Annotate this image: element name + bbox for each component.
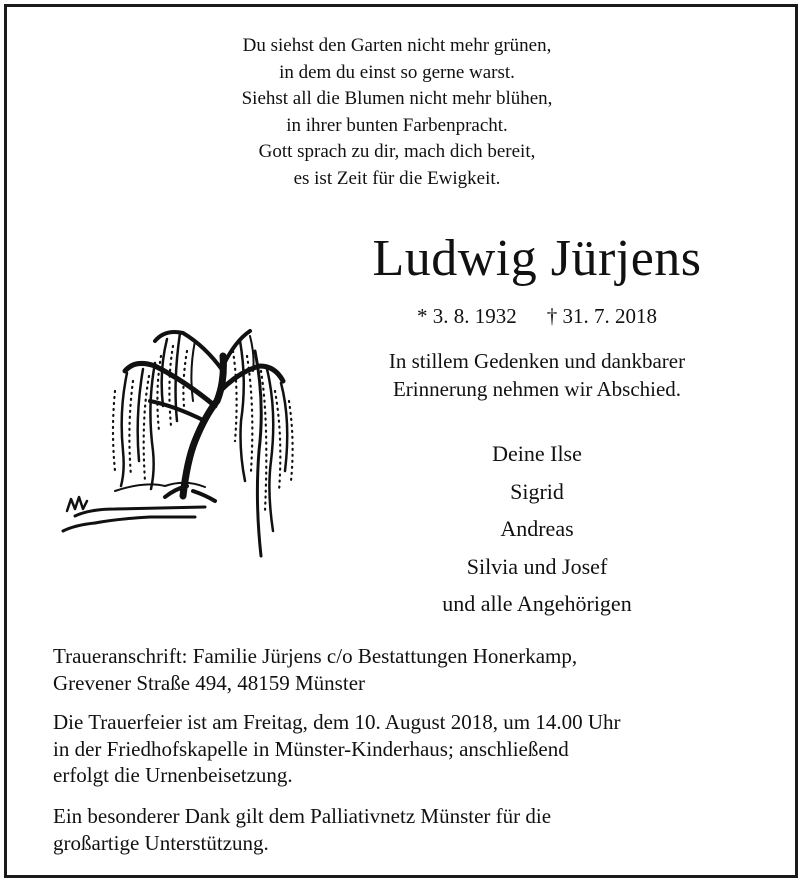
thanks-line: großartige Unterstützung. <box>53 830 269 855</box>
weeping-willow-illustration <box>55 311 305 573</box>
thanks-note <box>53 803 765 856</box>
family-member: Sigrid <box>510 478 564 504</box>
service-line: Die Trauerfeier ist am Freitag, dem 10. August 2018, um 14.00 Uhr <box>53 710 621 734</box>
family-member: Andreas <box>500 516 574 541</box>
mourning-address <box>53 643 765 696</box>
poem-line: in dem du einst so gerne warst. <box>279 61 515 83</box>
farewell-line: In stillem Gedenken und dankbarer <box>388 349 686 373</box>
poem-line: es ist Zeit für die Ewigkeit. <box>293 167 501 189</box>
service-line: in der Friedhofskapelle in Münster-Kinderhaus; anschließend <box>53 736 569 761</box>
birth-date: * 3. 8. 1932 <box>417 304 517 328</box>
poem-line: Gott sprach zu dir, mach dich bereit, <box>258 141 536 162</box>
family-member: Silvia und Josef <box>466 553 608 579</box>
address-line: Grevener Straße 494, 48159 Münster <box>53 670 366 695</box>
poem-line: in ihrer bunten Farbenpracht. <box>286 114 508 136</box>
address-line: Traueranschrift: Familie Jürjens c/o Bestattungen Honerkamp, <box>53 644 578 668</box>
death-date: † 31. 7. 2018 <box>546 304 657 328</box>
family-member: Deine Ilse <box>492 441 582 466</box>
memorial-poem <box>7 33 787 192</box>
obituary-notice <box>4 4 798 878</box>
deceased-name: Ludwig Jürjens <box>372 230 702 287</box>
funeral-service-info <box>53 709 765 789</box>
farewell-line: Erinnerung nehmen wir Abschied. <box>392 377 682 401</box>
family-member: und alle Angehörigen <box>442 591 632 616</box>
thanks-line: Ein besonderer Dank gilt dem Palliativnetz Münster für die <box>53 804 552 828</box>
life-dates <box>307 302 767 330</box>
farewell-text <box>307 347 767 403</box>
poem-line: Du siehst den Garten nicht mehr grünen, <box>242 35 552 56</box>
poem-line: Siehst all die Blumen nicht mehr blühen, <box>241 88 553 109</box>
service-line: erfolgt die Urnenbeisetzung. <box>53 763 293 787</box>
family-signatures <box>307 435 767 623</box>
